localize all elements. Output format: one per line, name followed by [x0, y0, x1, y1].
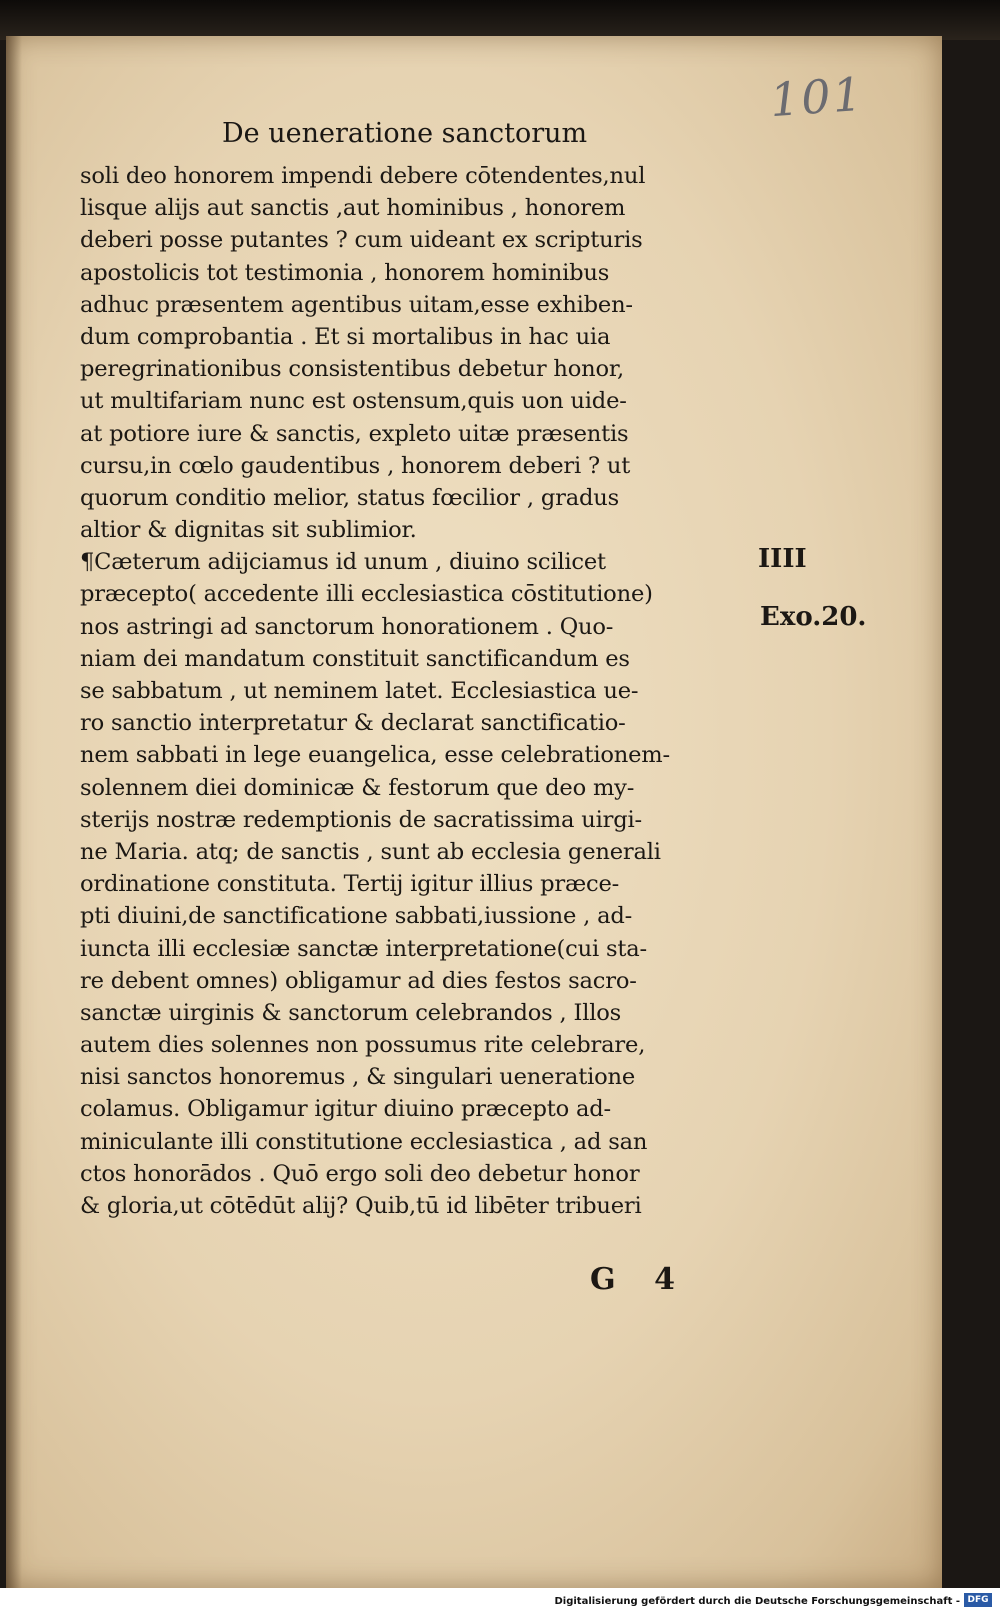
text-line: sanctæ uirginis & sanctorum celebrandos , Illos [80, 999, 622, 1026]
text-line: miniculante illi constitutione ecclesiastica , ad san [80, 1128, 648, 1155]
dfg-logo: DFG [964, 1593, 992, 1607]
text-line: ordinatione constituta. Tertij igitur illius præce- [80, 871, 620, 898]
text-line: ut multifariam nunc est ostensum,quis uon uide- [80, 388, 627, 415]
text-line: nisi sanctos honoremus , & singulari ueneratione [80, 1064, 636, 1091]
text-line: lisque alijs aut sanctis ,aut hominibus , honorem [80, 195, 626, 222]
text-line: & gloria,ut cōtēdūt alij? Quib,tū id libēter tribueri [80, 1193, 642, 1219]
text-line: ¶Cæterum adijciamus id unum , diuino scilicet [80, 549, 606, 576]
text-line: nos astringi ad sanctorum honorationem . Quo- [80, 613, 614, 640]
handwritten-folio-number: 101 [768, 66, 866, 128]
text-line: soli deo honorem impendi debere cōtendentes,nul [80, 163, 646, 189]
text-line: dum comprobantia . Et si mortalibus in hac uia [80, 323, 611, 350]
text-line: peregrinationibus consistentibus debetur honor, [80, 356, 625, 383]
text-line: ro sanctio interpretatur & declarat sanctificatio- [80, 710, 626, 737]
marginal-note-exodus: Exo.20. [760, 602, 867, 632]
book-edge [0, 0, 1000, 40]
text-line: autem dies solennes non possumus rite celebrare, [80, 1032, 646, 1059]
text-line: adhuc præsentem agentibus uitam,esse exhiben- [80, 291, 633, 318]
text-line: ne Maria. atq; de sanctis , sunt ab ecclesia generali [80, 838, 661, 865]
marginal-note-commandment: IIII [758, 544, 807, 574]
body-text [80, 160, 750, 1222]
text-line: se sabbatum , ut neminem latet. Ecclesiastica ue- [80, 678, 639, 704]
text-line: sterijs nostræ redemptionis de sacratissima uirgi- [80, 806, 642, 833]
text-line: nem sabbati in lege euangelica, esse celebrationem- [80, 742, 670, 769]
text-line: niam dei mandatum constituit sanctificandum es [80, 645, 630, 672]
text-line: iuncta illi ecclesiæ sanctæ interpretatione(cui sta- [80, 935, 647, 962]
text-line: solennem diei dominicæ & festorum que deo my- [80, 774, 635, 801]
text-line: quorum conditio melior, status fœcilior , gradus [80, 484, 619, 511]
text-line: ctos honorādos . Quō ergo soli deo debetur honor [80, 1160, 640, 1187]
text-line: pti diuini,de sanctificatione sabbati,iussione , ad- [80, 903, 633, 930]
text-line: at potiore iure & sanctis, expleto uitæ præsentis [80, 420, 629, 447]
text-line: apostolicis tot testimonia , honorem hominibus [80, 259, 610, 286]
text-line: cursu,in cœlo gaudentibus , honorem deberi ? ut [80, 452, 631, 479]
text-line: colamus. Obligamur igitur diuino præcepto ad- [80, 1096, 611, 1123]
signature-mark: G 4 [590, 1262, 689, 1297]
text-line: altior & dignitas sit sublimior. [80, 517, 417, 544]
text-line: re debent omnes) obligamur ad dies festos sacro- [80, 967, 637, 994]
text-line: præcepto( accedente illi ecclesiastica cōstitutione) [80, 581, 653, 608]
digitization-credit: Digitalisierung gefördert durch die Deutsche Forschungsgemeinschaft - [554, 1596, 960, 1607]
text-line: deberi posse putantes ? cum uideant ex scripturis [80, 227, 643, 254]
running-head: De ueneratione sanctorum [222, 118, 588, 149]
